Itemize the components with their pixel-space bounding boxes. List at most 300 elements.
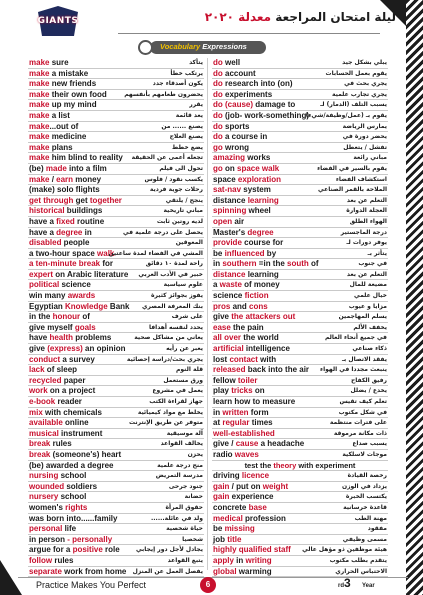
vocab-row [212, 217, 388, 228]
keyword: artificial [213, 344, 244, 354]
keyword: open [213, 216, 233, 226]
arabic-translation: آلة موسيقية [166, 429, 203, 437]
phrase-segment: learn how to measure [213, 397, 296, 406]
arabic-translation: يفقد الاتصال بـ [342, 355, 387, 363]
vocab-row [212, 280, 388, 291]
vocab-row [28, 312, 204, 323]
phrase-segment: experiments [222, 89, 273, 99]
phrase-segment: / [229, 439, 236, 449]
arabic-translation: العجلة الدوارة [346, 207, 387, 215]
vocab-row [28, 69, 204, 80]
arabic-translation: متوفر عن طريق الإنترنت [129, 419, 203, 427]
phrase-segment: lost [213, 354, 230, 364]
phrase-segment: science [213, 291, 245, 301]
keyword: walk [97, 248, 115, 258]
banner-expressions: Expressions [202, 42, 247, 51]
arabic-translation: استكشاف الفضاء [335, 175, 387, 183]
keyword: go [213, 163, 223, 173]
keyword: available [29, 418, 63, 428]
keyword: disabled [29, 238, 62, 248]
arabic-translation: ولد في عائلة...... [151, 514, 203, 522]
keyword: - personally [65, 534, 113, 544]
arabic-translation: مدرسة التمريض [155, 472, 203, 480]
phrase-segment: / [49, 174, 57, 184]
keyword: gain [213, 492, 230, 502]
vocab-row [212, 376, 388, 387]
english-phrase [29, 461, 113, 471]
phrase-segment: of [308, 259, 319, 269]
english-phrase [213, 482, 288, 492]
english-phrase [29, 270, 128, 280]
banner-text [160, 42, 247, 51]
arabic-translation: مفقود [367, 525, 387, 533]
english-phrase [213, 418, 273, 428]
banner-circle-icon [138, 40, 153, 55]
keyword: south [287, 259, 309, 269]
keyword: cons [249, 301, 268, 311]
keyword: released [213, 365, 246, 375]
arabic-translation: يمارس الرياضة [342, 122, 387, 130]
title-underline [118, 33, 380, 34]
english-phrase [29, 408, 102, 418]
keyword: degree [247, 227, 274, 237]
english-phrase [29, 217, 104, 227]
english-phrase [213, 408, 269, 418]
arabic-translation: يقرر [189, 101, 203, 109]
arabic-translation: تعلم كيف تقيس [339, 398, 387, 405]
keyword: toiler [237, 375, 258, 385]
arabic-translation: الهواء الطلق [349, 217, 387, 225]
english-phrase [29, 90, 107, 100]
keyword: (cause) [222, 100, 254, 110]
vocab-row [212, 100, 388, 111]
vocab-row [28, 153, 204, 164]
keyword: do [213, 79, 223, 89]
arabic-translation: يتأثر بـ [367, 249, 387, 257]
arabic-translation: ورق مستعمل [163, 376, 203, 384]
phrase-segment: =in the [256, 259, 288, 269]
vocab-row [212, 429, 388, 440]
arabic-translation: يتأكد [189, 59, 203, 66]
keyword: waste [219, 280, 242, 290]
phrase-segment: Egyptian [29, 301, 66, 311]
vocab-row [28, 461, 204, 472]
phrase-segment: with chemicals [42, 407, 102, 417]
english-phrase [29, 69, 88, 79]
english-phrase [29, 238, 89, 248]
phrase-segment: concrete [213, 502, 249, 512]
arabic-translation: يفوز بجوائز كثيرة [150, 292, 203, 300]
english-phrase [29, 365, 77, 375]
arabic-translation: يقوم بعمل الحسابات [325, 69, 387, 77]
phrase-segment: buildings [64, 206, 103, 216]
vocab-row [212, 164, 388, 175]
phrase-segment: have [29, 333, 50, 343]
phrase-segment: (be) [29, 163, 46, 173]
english-phrase [29, 514, 117, 524]
keyword: break [78, 259, 101, 269]
keyword: made [45, 163, 67, 173]
phrase-segment: system [241, 185, 271, 195]
phrase-segment: theory [273, 460, 297, 470]
arabic-translation: منح درجة علمية [157, 461, 203, 469]
keyword: make [29, 142, 50, 152]
keyword: cause [235, 439, 259, 449]
phrase-segment: in the [29, 312, 53, 322]
english-phrase [213, 259, 319, 269]
footer-motto: Practice Makes You Perfect [36, 580, 147, 590]
keyword: medical [213, 513, 243, 523]
keyword: distance [213, 269, 246, 279]
keyword: make [29, 153, 50, 163]
english-phrase [213, 132, 267, 142]
keyword: do [213, 100, 223, 110]
english-phrase [213, 514, 286, 524]
arabic-translation: يعبر عن رأيه [166, 345, 203, 353]
arabic-translation: يصنع ...... من [161, 122, 203, 130]
vocab-row [212, 90, 388, 101]
keyword: mix [29, 407, 43, 417]
arabic-translation: ذكاء صناعي [352, 345, 387, 353]
vocab-row [212, 408, 388, 419]
phrase-segment: problems [73, 333, 112, 343]
phrase-segment: form [248, 407, 269, 417]
arabic-translation: الاحتباس الحراري [335, 567, 387, 575]
keyword: waves [234, 449, 259, 459]
column-divider [207, 58, 208, 570]
vocab-row [28, 344, 204, 355]
arabic-translation: يبلي بشكل جيد [342, 59, 387, 66]
phrase-segment: sure [49, 58, 69, 67]
keyword: make [29, 110, 50, 120]
vocab-row [28, 376, 204, 387]
vocab-row [212, 524, 388, 535]
arabic-translation: خيال علمي [354, 292, 387, 300]
keyword: learning [247, 195, 279, 205]
phrase-segment: a headache [258, 439, 305, 449]
arabic-translation: يخفف الألم [353, 323, 387, 331]
arabic-translation: تجعله أعمى عن الحقيقة [131, 154, 203, 162]
arabic-translation: التعلم عن بعد [346, 196, 387, 204]
keyword: go [213, 142, 223, 152]
vocab-row [28, 397, 204, 408]
phrase-segment: distance [213, 195, 248, 205]
phrase-segment: soldiers [64, 481, 98, 491]
phrase-segment: warming [236, 566, 272, 576]
page-number: 6 [200, 577, 216, 593]
phrase-segment: with [257, 354, 277, 364]
english-phrase [29, 122, 78, 132]
english-phrase [213, 302, 268, 312]
english-phrase [29, 492, 86, 502]
arabic-translation: يكون أصدقاء جدد [152, 80, 203, 88]
keyword: do [213, 110, 223, 120]
vocab-row [28, 249, 204, 260]
arabic-translation: يحضرون طعامهم بأنفسهم [124, 90, 203, 98]
english-phrase [29, 143, 73, 153]
arabic-translation: يحزن [187, 450, 203, 458]
phrase-segment: instrument [58, 428, 103, 438]
phrase-segment: experience [229, 492, 274, 502]
page-header [22, 4, 402, 36]
english-phrase [29, 175, 101, 185]
arabic-translation: جنود جرحى [168, 482, 203, 490]
english-phrase [213, 270, 279, 280]
arabic-translation: يحصل على درجة علمية في [123, 228, 203, 236]
keyword: make [29, 174, 50, 184]
arabic-translation: المشي في الفضاء لمدة ساعتين [108, 249, 203, 257]
phrase-segment: have a [29, 216, 57, 226]
keyword: lack [29, 365, 45, 375]
keyword: regular [222, 418, 250, 428]
vocab-row [212, 556, 388, 567]
vocab-row [28, 259, 204, 270]
keyword: highly [213, 545, 239, 555]
keyword: separate [29, 566, 62, 576]
english-phrase [29, 323, 96, 333]
phrase-segment: on a project [47, 386, 96, 396]
arabic-translation: يرتكب خطأ [170, 69, 203, 77]
arabic-translation: يحدد لنفسه أهدافا [149, 323, 203, 331]
vocab-row [28, 132, 204, 143]
keyword: space walk [237, 163, 280, 173]
english-phrase [29, 376, 85, 386]
keyword: recycled [29, 375, 62, 385]
keyword: do [213, 58, 223, 67]
english-phrase [213, 153, 270, 163]
phrase-segment: air [232, 216, 245, 226]
arabic-translation: في جميع أنحاء العالم [324, 334, 387, 342]
phrase-segment: times [249, 418, 273, 428]
phrase-segment: works [245, 153, 271, 163]
vocab-row [28, 175, 204, 186]
keyword: amazing [213, 153, 246, 163]
arabic-translation: خبير في الأدب العربي [138, 270, 203, 278]
english-phrase [213, 365, 309, 375]
keyword: expert [29, 269, 54, 279]
vocab-row [28, 206, 204, 217]
vocab-row [212, 238, 388, 249]
keyword: wounded [29, 481, 65, 491]
phrase-segment: for a [50, 545, 73, 555]
phrase-segment: in [233, 555, 246, 565]
vocab-row [28, 514, 204, 525]
phrase-segment: up my mind [49, 100, 97, 110]
english-phrase [213, 58, 240, 68]
vocab-row [28, 238, 204, 249]
phrase-segment: science [59, 280, 91, 290]
phrase-segment: research into (on) [222, 79, 293, 89]
english-phrase [213, 228, 274, 238]
english-phrase [213, 312, 295, 322]
vocab-row [28, 196, 204, 207]
english-phrase [213, 376, 257, 386]
arabic-translation: مباني تاريخية [163, 207, 203, 215]
phrase-segment: him blind to reality [49, 153, 123, 163]
english-phrase [29, 397, 82, 407]
vocab-row [28, 503, 204, 514]
vocab-row [212, 386, 388, 397]
arabic-translation: التعلم عن بعد [346, 270, 387, 278]
vocabulary-column-right [212, 58, 388, 577]
arabic-translation: علوم سياسية [163, 281, 203, 289]
keyword: southern [222, 259, 257, 269]
vocab-row [28, 143, 204, 154]
phrase-segment: get [73, 195, 90, 205]
giants-logo [32, 6, 84, 36]
keyword: make [29, 58, 50, 67]
keyword: qualified [238, 545, 272, 555]
vocab-row [212, 333, 388, 344]
arabic-translation: على فترات منتظمة [329, 419, 387, 427]
vocab-row [28, 90, 204, 101]
keyword: weight [262, 481, 289, 491]
vocab-row [28, 492, 204, 503]
vocab-row [28, 100, 204, 111]
english-phrase [29, 429, 102, 439]
english-phrase [29, 545, 120, 555]
vocabulary-column-left [28, 58, 204, 577]
english-phrase [29, 185, 100, 195]
english-phrase [29, 344, 125, 354]
arabic-translation: يضع خطط [172, 143, 203, 151]
keyword: make [29, 100, 50, 110]
phrase-segment: have a [29, 227, 57, 237]
keyword: get through [29, 195, 74, 205]
arabic-translation: يجري بحث/دراسة إحصائية [126, 355, 203, 363]
keyword: goals [74, 322, 96, 332]
arabic-translation: مزايا و عيوب [348, 302, 387, 310]
phrase-segment: of money [241, 280, 280, 290]
arabic-translation: حياة شخصية [166, 525, 203, 533]
arabic-translation: يسبب التلف (الدمار) لـ [320, 101, 387, 109]
english-phrase [213, 545, 291, 555]
vocab-row [212, 450, 388, 461]
vocab-row [212, 535, 388, 546]
vocab-row [28, 79, 204, 90]
keyword: earn [56, 174, 74, 184]
english-phrase [213, 175, 281, 185]
english-phrase [29, 249, 114, 259]
vocab-row [212, 228, 388, 239]
english-phrase [29, 206, 102, 216]
arabic-translation: مسمى وظيفي [342, 535, 387, 543]
keyword: make [29, 132, 50, 142]
phrase-segment: of sleep [44, 365, 78, 375]
vocab-row [212, 439, 388, 450]
english-phrase [213, 196, 279, 206]
arabic-translation: يتبع القواعد [167, 556, 203, 564]
phrase-segment: a mistake [49, 68, 89, 78]
vocab-row [28, 545, 204, 556]
keyword: licence [241, 471, 270, 481]
vocab-row [28, 365, 204, 376]
english-phrase [29, 482, 97, 492]
section-banner [138, 40, 266, 55]
phrase-segment: Bank [107, 301, 130, 311]
arabic-translation: هيئة موظفين ذو مؤهل عالي [302, 546, 387, 554]
vocab-row [28, 111, 204, 122]
phrase-segment: in person [29, 534, 66, 544]
english-phrase [213, 143, 249, 153]
keyword: make [29, 79, 50, 89]
keyword: together [89, 195, 122, 205]
arabic-translation: شخصيا [182, 535, 203, 543]
english-phrase [29, 280, 91, 290]
phrase-segment: school [58, 471, 87, 481]
keyword: do [213, 121, 223, 131]
english-phrase [213, 291, 269, 301]
arabic-translation: تفشل / يتعطل [343, 143, 387, 151]
vocab-row [28, 386, 204, 397]
arabic-translation: يخدع / يضلل [350, 387, 387, 395]
phrase-segment: and [230, 301, 250, 311]
keyword: fiction [244, 291, 269, 301]
phrase-segment: fellow [213, 375, 238, 385]
phrase-segment: intelligence [243, 344, 290, 354]
english-phrase [29, 58, 69, 68]
arabic-translation: يكتسب الخبرة [345, 493, 387, 501]
phrase-segment: of [80, 312, 90, 322]
phrase-segment: with experiment [296, 460, 356, 470]
arabic-translation: على شرف [171, 313, 203, 321]
english-phrase [213, 386, 265, 396]
english-phrase [213, 344, 290, 354]
arabic-translation: يوفر دورات لـ [346, 239, 387, 247]
arabic-translation: يجادل لأجل دور إيجابي [135, 546, 203, 554]
english-phrase [29, 100, 97, 110]
english-phrase [213, 238, 283, 248]
keyword: awards [67, 291, 96, 301]
logo-text: GIANTS [37, 16, 79, 26]
english-phrase [29, 302, 129, 312]
phrase-segment: give [213, 312, 232, 322]
keyword: positive [72, 545, 103, 555]
keyword: ease [213, 322, 231, 332]
english-phrase [29, 556, 73, 566]
english-phrase [29, 471, 86, 481]
phrase-segment: online [62, 418, 89, 428]
phrase-segment: the pain [230, 322, 264, 332]
phrase-segment: / put on [229, 481, 263, 491]
vocab-row [28, 355, 204, 366]
vocab-row [28, 418, 204, 429]
arabic-translation: يعد قائمة [175, 111, 203, 119]
english-phrase [213, 439, 304, 449]
phrase-segment: by [264, 248, 277, 258]
arabic-translation: ذات مكانة مرموقة [333, 429, 387, 437]
phrase-segment: life [62, 524, 77, 534]
vocab-row [212, 323, 388, 334]
keyword: staff [271, 545, 291, 555]
english-phrase [213, 397, 295, 407]
arabic-translation: يسبب صداع [352, 440, 387, 448]
arabic-translation: في شكل مكتوب [338, 408, 387, 416]
phrase-segment: their own food [49, 89, 107, 99]
english-phrase [213, 100, 295, 110]
keyword: make [29, 121, 50, 131]
arabic-translation: قاعدة خرسانية [343, 503, 387, 511]
phrase-segment: wheel [246, 206, 271, 216]
phrase-segment: be [213, 524, 225, 534]
keyword: title [227, 534, 242, 544]
english-phrase [213, 79, 293, 89]
keyword: nursing [29, 471, 59, 481]
arabic-translation: مضيعة للمال [349, 281, 387, 289]
vocab-row [212, 482, 388, 493]
keyword: provide [213, 238, 242, 248]
arabic-translation: بنك المعرفة المصري [142, 302, 203, 310]
